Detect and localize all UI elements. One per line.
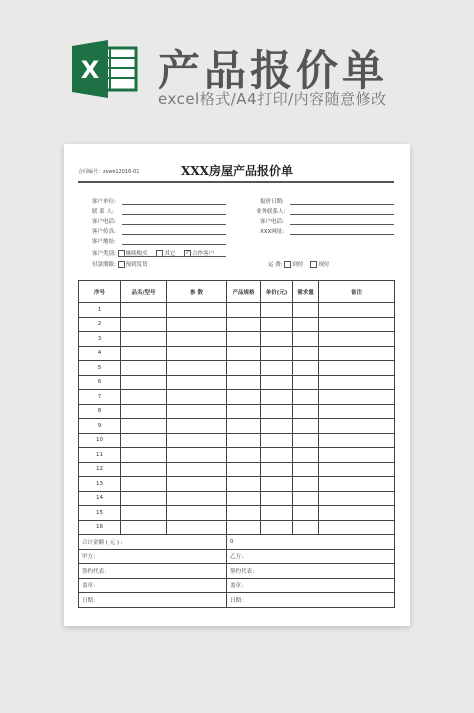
field-sales-contact-line[interactable] xyxy=(290,214,394,215)
customer-type-option-1[interactable]: 继续购买 xyxy=(118,251,148,257)
row-number: 1 xyxy=(79,303,121,318)
table-cell[interactable] xyxy=(261,520,293,535)
table-cell[interactable] xyxy=(167,361,227,376)
quote-table xyxy=(78,280,395,608)
table-cell[interactable] xyxy=(293,346,319,361)
total-row xyxy=(79,535,395,550)
document-sheet xyxy=(64,144,410,626)
table-cell[interactable] xyxy=(293,520,319,535)
field-customer-fax-line[interactable] xyxy=(122,234,226,235)
row-number: 6 xyxy=(79,375,121,390)
page-title: 产品报价单 xyxy=(158,46,389,95)
table-cell[interactable] xyxy=(293,506,319,521)
seal-b[interactable]: 盖章： xyxy=(227,578,395,593)
column-header: 参 数 xyxy=(167,281,227,303)
field-customer-phone: 客户电话: xyxy=(92,219,116,225)
table-row xyxy=(79,361,395,376)
table-cell[interactable] xyxy=(227,346,261,361)
table-row xyxy=(79,477,395,492)
date-a[interactable]: 日期： xyxy=(79,593,227,608)
party-b-label[interactable]: 乙方： xyxy=(227,549,395,564)
table-cell[interactable] xyxy=(121,506,167,521)
table-row xyxy=(79,491,395,506)
table-cell[interactable] xyxy=(121,433,167,448)
table-cell[interactable] xyxy=(227,303,261,318)
table-cell[interactable] xyxy=(319,520,395,535)
table-row xyxy=(79,433,395,448)
table-cell[interactable] xyxy=(319,462,395,477)
table-cell[interactable] xyxy=(261,303,293,318)
table-row xyxy=(79,462,395,477)
page-subtitle: excel格式/A4打印/内容随意修改 xyxy=(158,90,387,108)
footer-row xyxy=(79,593,395,608)
excel-icon-letter: X xyxy=(80,56,100,84)
table-row xyxy=(79,332,395,347)
field-customer-unit: 客户单位: xyxy=(92,199,116,205)
table-row xyxy=(79,375,395,390)
field-right-phone-line[interactable] xyxy=(290,224,394,225)
table-cell[interactable] xyxy=(261,506,293,521)
table-row xyxy=(79,506,395,521)
table-cell[interactable] xyxy=(319,303,395,318)
table-cell[interactable] xyxy=(167,303,227,318)
checkbox-icon[interactable] xyxy=(310,261,317,268)
table-cell[interactable] xyxy=(167,390,227,405)
total-value[interactable]: 0 xyxy=(227,535,395,550)
field-customer-address-line[interactable] xyxy=(122,244,226,245)
table-cell[interactable] xyxy=(167,491,227,506)
row-number: 2 xyxy=(79,317,121,332)
table-cell[interactable] xyxy=(227,520,261,535)
table-cell[interactable] xyxy=(293,433,319,448)
sign-rep-a[interactable]: 签约代表： xyxy=(79,564,227,579)
table-cell[interactable] xyxy=(227,477,261,492)
table-cell[interactable] xyxy=(167,404,227,419)
table-cell[interactable] xyxy=(227,506,261,521)
table-cell[interactable] xyxy=(261,332,293,347)
table-cell[interactable] xyxy=(261,477,293,492)
table-cell[interactable] xyxy=(319,346,395,361)
table-row xyxy=(79,303,395,318)
table-cell[interactable] xyxy=(293,303,319,318)
footer-row xyxy=(79,549,395,564)
customer-type-option-2[interactable]: 其它 xyxy=(156,251,175,257)
table-cell[interactable] xyxy=(121,390,167,405)
table-cell[interactable] xyxy=(167,433,227,448)
table-cell[interactable] xyxy=(167,448,227,463)
field-customer-fax: 客户传真: xyxy=(92,229,116,235)
row-number: 16 xyxy=(79,520,121,535)
table-cell[interactable] xyxy=(293,375,319,390)
title-rule xyxy=(78,181,394,183)
field-contact-line[interactable] xyxy=(122,214,226,215)
field-customer-address: 客户地址: xyxy=(92,239,116,245)
seal-a[interactable]: 盖章： xyxy=(79,578,227,593)
table-cell[interactable] xyxy=(261,390,293,405)
column-header: 序号 xyxy=(79,281,121,303)
payment-term-option[interactable]: 预到发货 xyxy=(118,262,148,268)
row-number: 15 xyxy=(79,506,121,521)
row-number: 9 xyxy=(79,419,121,434)
table-cell[interactable] xyxy=(227,448,261,463)
table-cell[interactable] xyxy=(227,390,261,405)
footer-row xyxy=(79,578,395,593)
table-cell[interactable] xyxy=(261,361,293,376)
table-cell[interactable] xyxy=(121,332,167,347)
shipping-label: 运 费: xyxy=(268,262,283,268)
row-number: 8 xyxy=(79,404,121,419)
payment-term xyxy=(92,260,148,268)
column-header: 品名/型号 xyxy=(121,281,167,303)
column-header: 备注 xyxy=(319,281,395,303)
table-cell[interactable] xyxy=(319,448,395,463)
customer-type-line xyxy=(122,256,226,257)
field-quote-date-line[interactable] xyxy=(290,204,394,205)
table-cell[interactable] xyxy=(319,433,395,448)
table-cell[interactable] xyxy=(167,419,227,434)
table-cell[interactable] xyxy=(261,375,293,390)
table-cell[interactable] xyxy=(293,448,319,463)
banner xyxy=(0,0,474,130)
table-cell[interactable] xyxy=(319,477,395,492)
sign-rep-b[interactable]: 签约代表： xyxy=(227,564,395,579)
field-customer-phone-line[interactable] xyxy=(122,224,226,225)
customer-type-option-3[interactable]: ✓ 合作客户 xyxy=(185,250,215,257)
field-customer-unit-line[interactable] xyxy=(122,204,226,205)
table-cell[interactable] xyxy=(319,506,395,521)
checkbox-icon[interactable] xyxy=(118,261,125,268)
table-row xyxy=(79,404,395,419)
table-cell[interactable] xyxy=(121,477,167,492)
table-cell[interactable] xyxy=(261,346,293,361)
table-cell[interactable] xyxy=(261,404,293,419)
document-title: XXX房屋产品报价单 xyxy=(181,164,293,178)
table-cell[interactable] xyxy=(121,491,167,506)
table-cell[interactable] xyxy=(227,433,261,448)
table-cell[interactable] xyxy=(293,477,319,492)
shipping xyxy=(268,260,329,268)
table-cell[interactable] xyxy=(121,375,167,390)
row-number: 7 xyxy=(79,390,121,405)
table-cell[interactable] xyxy=(121,448,167,463)
field-website-line[interactable] xyxy=(290,234,394,235)
row-number: 13 xyxy=(79,477,121,492)
table-cell[interactable] xyxy=(167,332,227,347)
payment-term-label: 付款期限: xyxy=(92,262,116,268)
table-cell[interactable] xyxy=(293,361,319,376)
table-cell[interactable] xyxy=(319,404,395,419)
date-b[interactable]: 日期： xyxy=(227,593,395,608)
table-cell[interactable] xyxy=(293,404,319,419)
table-cell[interactable] xyxy=(227,404,261,419)
column-header: 产品规格 xyxy=(227,281,261,303)
row-number: 12 xyxy=(79,462,121,477)
contract-label: 合同编号： xyxy=(78,169,104,175)
table-cell[interactable] xyxy=(319,361,395,376)
total-label: 合计金额 ( 元 ) : xyxy=(79,535,227,550)
table-cell[interactable] xyxy=(319,375,395,390)
table-cell[interactable] xyxy=(167,346,227,361)
party-a-label[interactable]: 甲方： xyxy=(79,549,227,564)
table-row xyxy=(79,448,395,463)
shipping-option-prepaid[interactable]: 现付 xyxy=(310,262,329,268)
field-right-phone: 客户电话: xyxy=(260,219,284,225)
shipping-option-collect[interactable]: 到付 xyxy=(284,262,303,268)
table-cell[interactable] xyxy=(227,317,261,332)
table-cell[interactable] xyxy=(227,462,261,477)
row-number: 4 xyxy=(79,346,121,361)
table-cell[interactable] xyxy=(261,433,293,448)
table-cell[interactable] xyxy=(261,419,293,434)
row-number: 5 xyxy=(79,361,121,376)
field-quote-date: 报价日期: xyxy=(260,199,284,205)
table-cell[interactable] xyxy=(227,361,261,376)
table-cell[interactable] xyxy=(227,375,261,390)
table-cell[interactable] xyxy=(293,419,319,434)
table-cell[interactable] xyxy=(167,317,227,332)
table-cell[interactable] xyxy=(227,332,261,347)
table-row xyxy=(79,346,395,361)
table-cell[interactable] xyxy=(227,419,261,434)
table-cell[interactable] xyxy=(319,317,395,332)
table-cell[interactable] xyxy=(121,317,167,332)
field-website: XXX网址: xyxy=(260,229,285,235)
table-cell[interactable] xyxy=(293,491,319,506)
table-cell[interactable] xyxy=(227,491,261,506)
footer-row xyxy=(79,564,395,579)
table-cell[interactable] xyxy=(121,419,167,434)
table-row xyxy=(79,520,395,535)
checkbox-icon[interactable] xyxy=(284,261,291,268)
table-cell[interactable] xyxy=(261,317,293,332)
customer-type-label: 客户类别: xyxy=(92,251,116,257)
table-cell[interactable] xyxy=(319,390,395,405)
column-header: 单价(元) xyxy=(261,281,293,303)
table-header-row xyxy=(79,281,395,303)
row-number: 3 xyxy=(79,332,121,347)
checked-checkbox-icon[interactable]: ✓ xyxy=(185,250,190,256)
table-cell[interactable] xyxy=(121,303,167,318)
row-number: 14 xyxy=(79,491,121,506)
excel-icon xyxy=(70,40,140,98)
column-header: 需求量 xyxy=(293,281,319,303)
table-cell[interactable] xyxy=(319,419,395,434)
row-number: 10 xyxy=(79,433,121,448)
table-cell[interactable] xyxy=(293,462,319,477)
table-cell[interactable] xyxy=(121,462,167,477)
table-cell[interactable] xyxy=(261,491,293,506)
contract-value: zswe12016-01 xyxy=(103,169,140,175)
table-row xyxy=(79,419,395,434)
table-cell[interactable] xyxy=(293,317,319,332)
table-cell[interactable] xyxy=(319,491,395,506)
table-row xyxy=(79,390,395,405)
table-cell[interactable] xyxy=(121,346,167,361)
table-cell[interactable] xyxy=(121,404,167,419)
table-cell[interactable] xyxy=(167,375,227,390)
table-cell[interactable] xyxy=(167,462,227,477)
table-cell[interactable] xyxy=(261,462,293,477)
table-cell[interactable] xyxy=(121,520,167,535)
row-number: 11 xyxy=(79,448,121,463)
table-row xyxy=(79,317,395,332)
table-cell[interactable] xyxy=(293,390,319,405)
table-cell[interactable] xyxy=(167,477,227,492)
field-sales-contact: 业务联系人: xyxy=(256,209,286,215)
table-cell[interactable] xyxy=(167,506,227,521)
table-cell[interactable] xyxy=(121,361,167,376)
table-cell[interactable] xyxy=(261,448,293,463)
field-contact: 联 系 人: xyxy=(92,209,114,215)
table-cell[interactable] xyxy=(293,332,319,347)
table-cell[interactable] xyxy=(167,520,227,535)
table-cell[interactable] xyxy=(319,332,395,347)
